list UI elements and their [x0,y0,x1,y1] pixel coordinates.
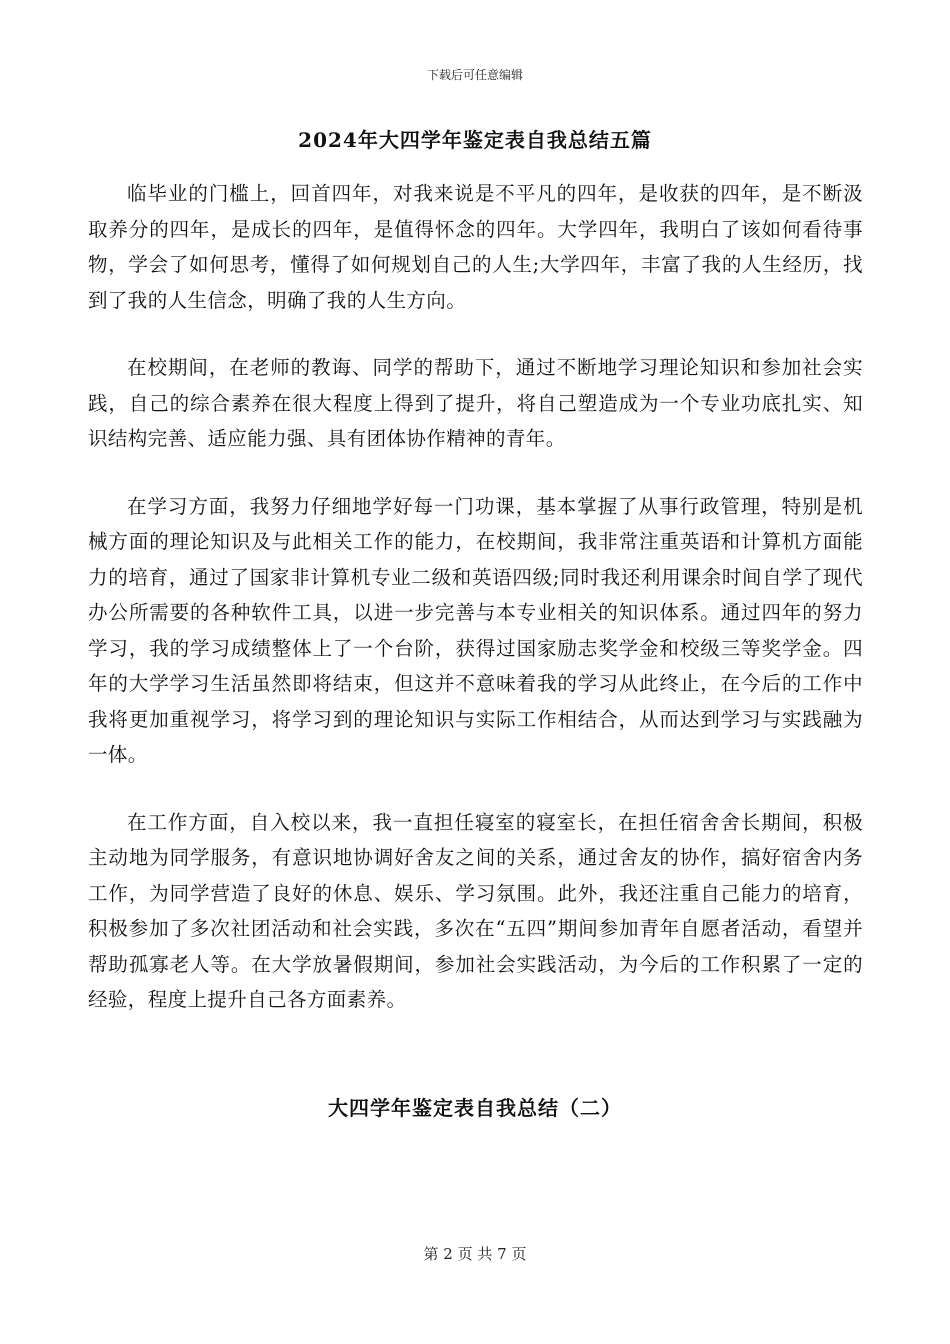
paragraph-2: 在校期间，在老师的教诲、同学的帮助下，通过不断地学习理论知识和参加社会实践，自己的综合素养在很大程度上得到了提升，将自己塑造成为一个专业功底扎实、知识结构完善、适应能力强、具有团体协作精神的青年。 [88,356,863,450]
document-body [88,176,863,1050]
document-title: 2024年大四学年鉴定表自我总结五篇 [298,128,652,152]
paragraph-3: 在学习方面，我努力仔细地学好每一门功课，基本掌握了从事行政管理，特别是机械方面的理论知识及与此相关工作的能力，在校期间，我非常注重英语和计算机方面能力的培育，通过了国家非计算机专业二级和英语四级;同时我还利用课余时间自学了现代办公所需要的各种软件工具，以进一步完善与本专业相关的知识体系。通过四年的努力学习，我的学习成绩整体上了一个台阶，获得过国家励志奖学金和校级三等奖学金。四年的大学学习生活虽然即将结束，但这并不意味着我的学习从此终止，在今后的工作中我将更加重视学习，将学习到的理论知识与实际工作相结合，从而达到学习与实践融为一体。 [88,494,863,766]
paragraph-1: 临毕业的门槛上，回首四年，对我来说是不平凡的四年，是收获的四年，是不断汲取养分的四年，是成长的四年，是值得怀念的四年。大学四年，我明白了该如何看待事物，学会了如何思考，懂得了如何规划自己的人生;大学四年，丰富了我的人生经历，找到了我的人生信念，明确了我的人生方向。 [88,182,863,312]
section-title: 大四学年鉴定表自我总结（二） [328,1096,622,1120]
page-indicator: 第 2 页 共 7 页 [423,1245,527,1263]
header-note: 下载后可任意编辑 [426,68,523,82]
paragraph-4: 在工作方面，自入校以来，我一直担任寝室的寝室长，在担任宿舍舍长期间，积极主动地为同学服务，有意识地协调好舍友之间的关系，通过舍友的协作，搞好宿舍内务工作，为同学营造了良好的休息、娱乐、学习氛围。此外，我还注重自己能力的培育，积极参加了多次社团活动和社会实践，多次在“五四”期间参加青年自愿者活动，看望并帮助孤寡老人等。在大学放暑假期间，参加社会实践活动，为今后的工作积累了一定的经验，程度上提升自己各方面素养。 [88,810,863,1011]
